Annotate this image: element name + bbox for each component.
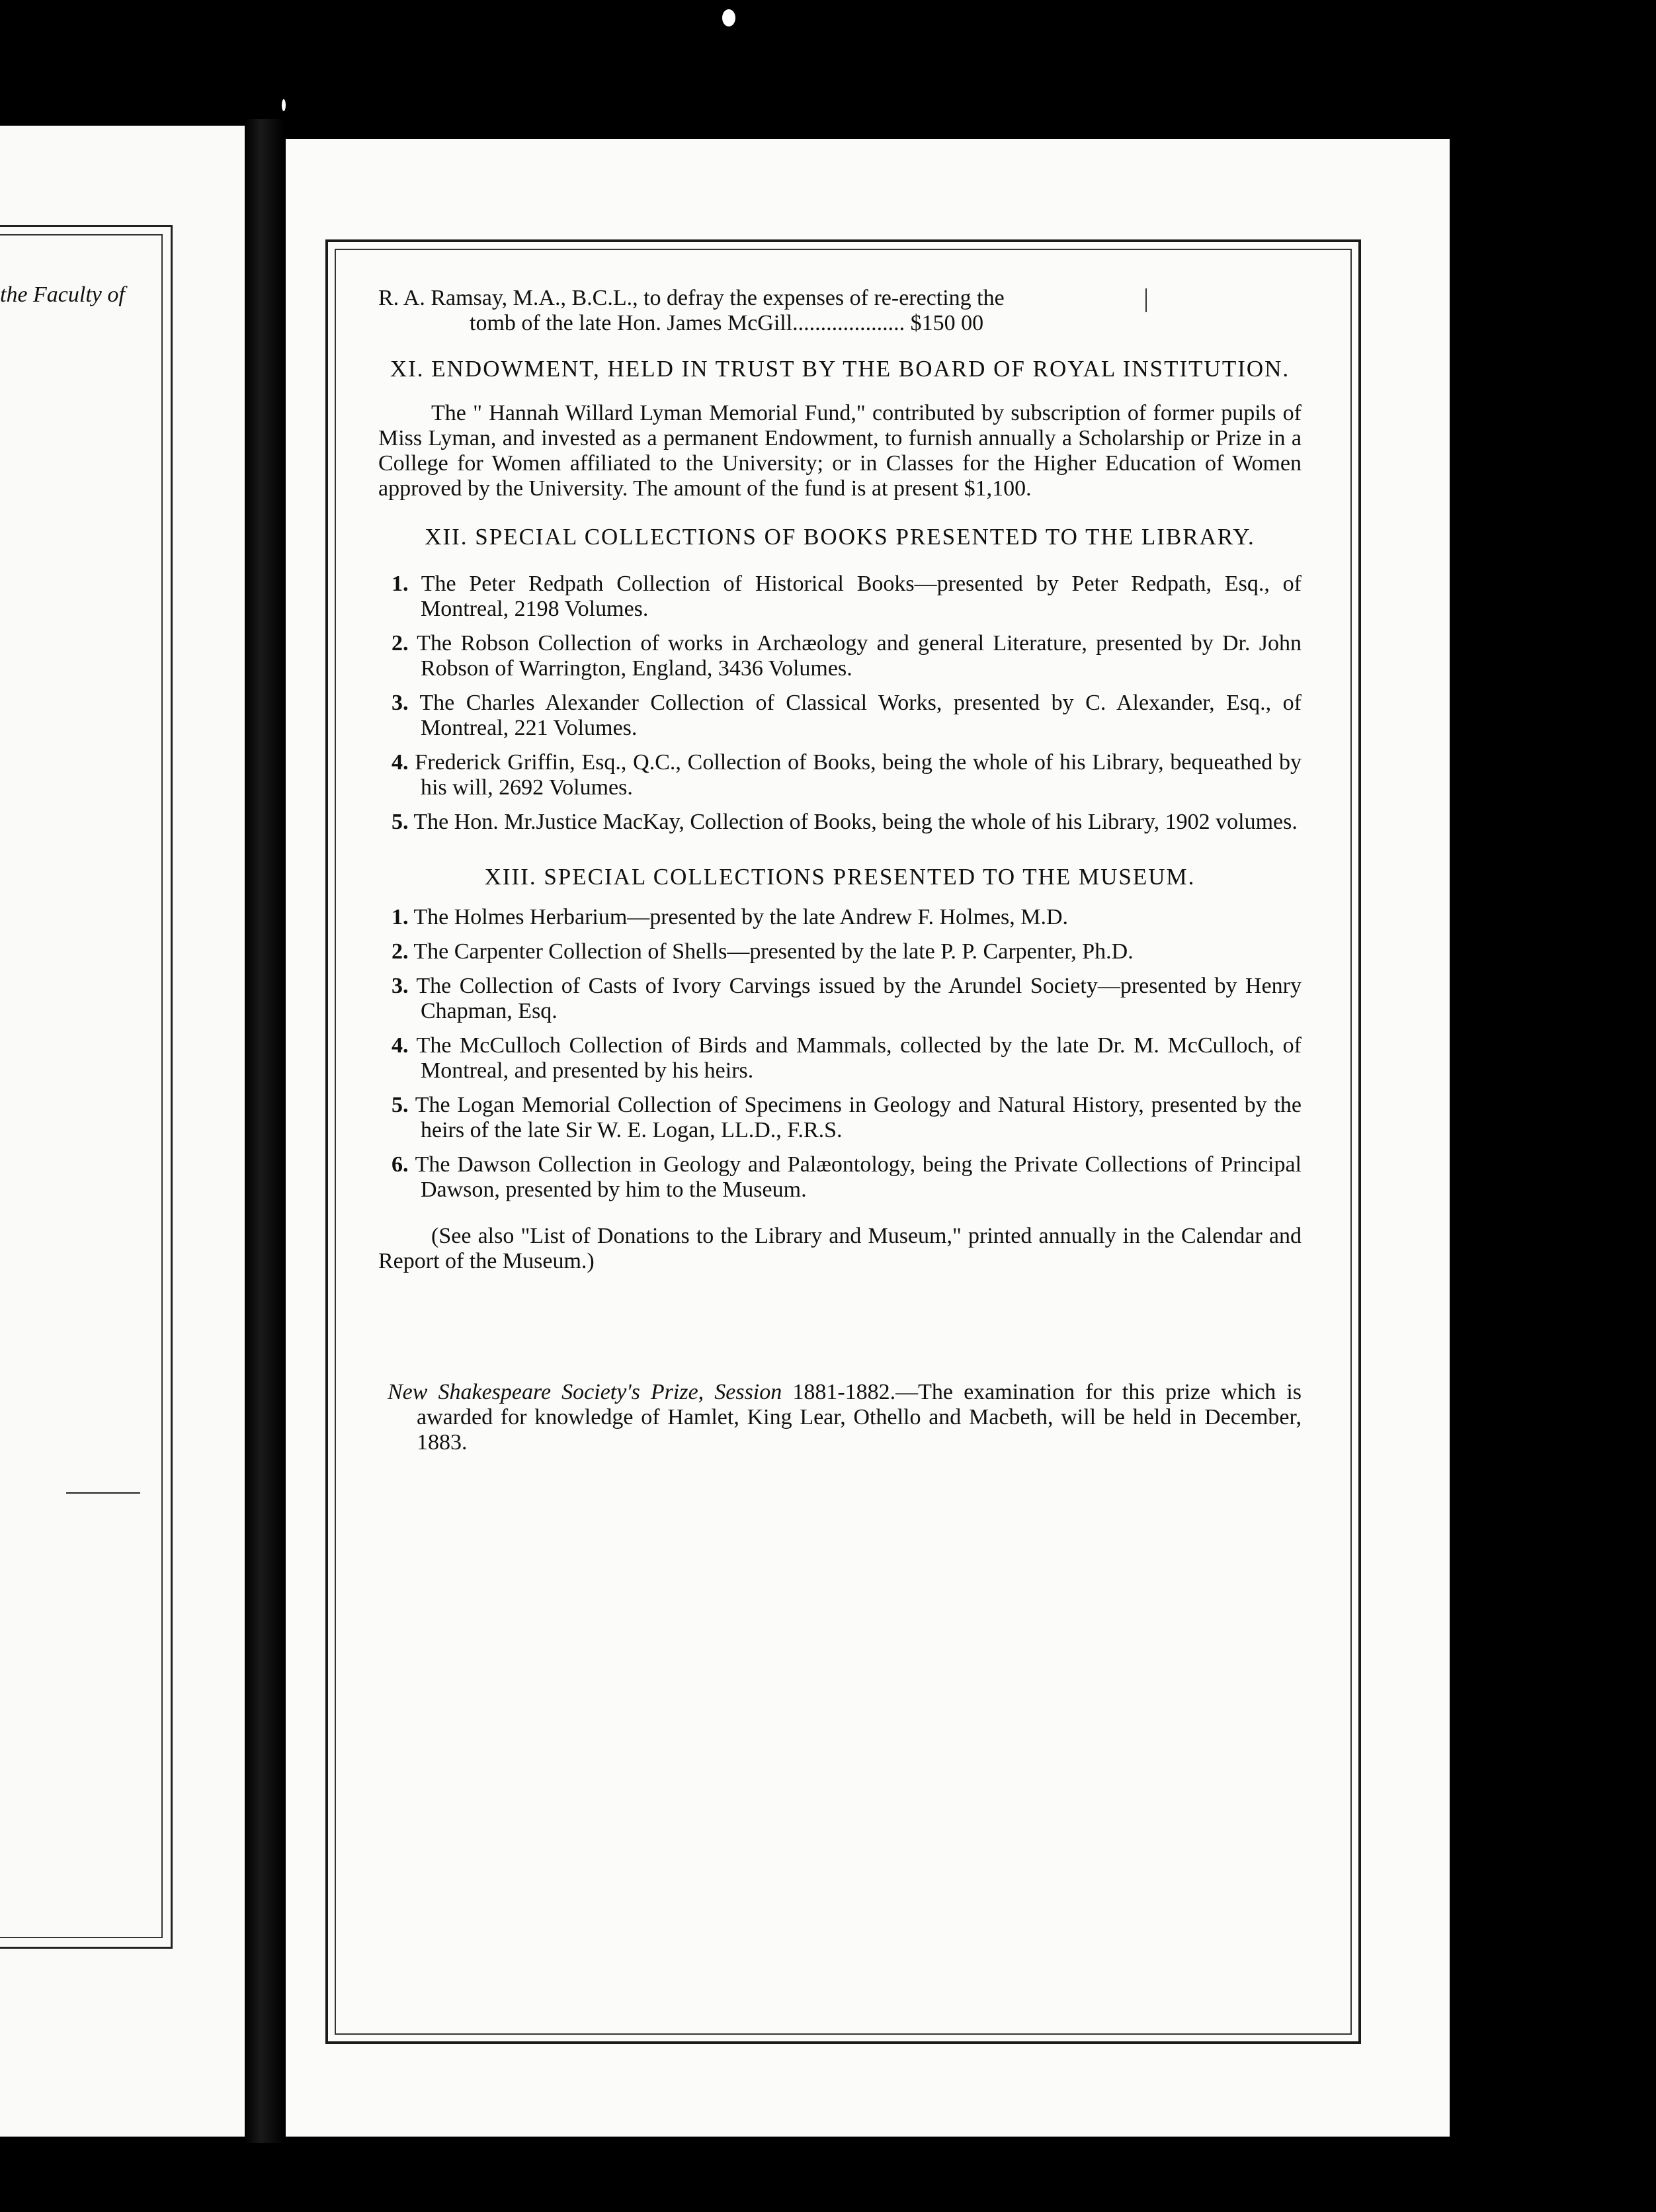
heading-xiii: XIII. SPECIAL COLLECTIONS PRESENTED TO THE MUSEUM. <box>484 864 1196 890</box>
item-number: 2. <box>392 939 409 964</box>
item-number: 2. <box>392 631 409 656</box>
heading-xi: XI. ENDOWMENT, HELD IN TRUST BY THE BOARD OF ROYAL INSTITUTION. <box>390 356 1290 382</box>
item-text: The Peter Redpath Collection of Historical Books—presented by Peter Redpath, Esq., of Montreal, 2198 Volumes. <box>421 572 1302 621</box>
prize-text: 1881-1882.—The examination for this prize which is awarded for knowledge of Hamlet, King Lear, Othello and Macbeth, will be held in December, 1883. <box>417 1380 1302 1455</box>
list-item <box>378 1033 1302 1084</box>
item-text: The McCulloch Collection of Birds and Mammals, collected by the late Dr. M. McCulloch, of Montreal, and presented by his heirs. <box>416 1033 1302 1083</box>
paragraph-xi: The " Hannah Willard Lyman Memorial Fund," contributed by subscription of former pupils of Miss Lyman, and invested as a permanent Endowment, to furnish annually a Scholarship or Prize in a College for Women affiliated to the University; or in Classes for the Higher Education of Women approved by the University. The amount of the fund is at present $1,100. <box>378 401 1302 501</box>
item-number: 1. <box>392 905 409 929</box>
left-total-rule <box>66 1492 140 1494</box>
see-also-note: (See also "List of Donations to the Library and Museum," printed annually in the Calendar and Report of the Museum.) <box>378 1224 1302 1273</box>
item-text: Frederick Griffin, Esq., Q.C., Collection of Books, being the whole of his Library, bequeathed by his will, 2692 Volumes. <box>415 750 1302 800</box>
item-number: 4. <box>392 1033 409 1058</box>
item-number: 5. <box>392 810 409 834</box>
item-text: The Logan Memorial Collection of Specimens in Geology and Natural History, presented by the heirs of the late Sir W. E. Logan, LL.D., F.R.S. <box>415 1093 1302 1142</box>
item-text: The Collection of Casts of Ivory Carvings issued by the Arundel Society—presented by Henry Chapman, Esq. <box>416 974 1302 1023</box>
item-number: 3. <box>392 974 409 998</box>
film-speck <box>722 9 735 26</box>
ramsay-line-2: tomb of the late Hon. James McGill.................... $150 00 <box>470 311 984 335</box>
item-text: The Hon. Mr.Justice MacKay, Collection of Books, being the whole of his Library, 1902 volumes. <box>413 810 1298 834</box>
list-item <box>378 905 1302 930</box>
list-item <box>378 691 1302 741</box>
heading-xii: XII. SPECIAL COLLECTIONS OF BOOKS PRESENTED TO THE LIBRARY. <box>425 524 1255 550</box>
film-speck <box>282 99 286 111</box>
item-number: 1. <box>392 572 409 596</box>
list-item <box>378 974 1302 1024</box>
item-number: 4. <box>392 750 409 775</box>
list-item <box>378 572 1302 622</box>
list-item <box>378 939 1302 964</box>
list-xiii <box>378 905 1302 1203</box>
list-item <box>378 1152 1302 1203</box>
list-xii <box>378 572 1302 835</box>
item-text: The Charles Alexander Collection of Classical Works, presented by C. Alexander, Esq., of Montreal, 221 Volumes. <box>419 691 1302 740</box>
item-number: 5. <box>392 1093 409 1117</box>
prize-notice <box>378 1380 1302 1455</box>
main-page <box>286 139 1450 2137</box>
item-text: The Dawson Collection in Geology and Palæontology, being the Private Collections of Principal Dawson, presented by him to the Museum. <box>415 1152 1302 1202</box>
ramsay-entry-2 <box>378 311 1302 336</box>
left-page-inner-frame <box>0 234 163 1938</box>
ramsay-entry <box>378 286 1302 311</box>
item-number: 6. <box>392 1152 409 1177</box>
item-text: The Holmes Herbarium—presented by the late Andrew F. Holmes, M.D. <box>413 905 1069 929</box>
item-text: The Carpenter Collection of Shells—presented by the late P. P. Carpenter, Ph.D. <box>413 939 1134 964</box>
list-item <box>378 631 1302 681</box>
item-number: 3. <box>392 691 409 715</box>
list-item <box>378 1093 1302 1143</box>
left-page-header: the Faculty of <box>0 282 125 307</box>
list-item <box>378 750 1302 800</box>
ramsay-line-1: R. A. Ramsay, M.A., B.C.L., to defray the expenses of re-erecting the <box>378 286 1005 310</box>
list-item <box>378 810 1302 835</box>
book-gutter <box>245 119 284 2143</box>
left-facing-page <box>0 126 245 2137</box>
page-content <box>378 286 1302 1455</box>
prize-title: New Shakespeare Society's Prize, Session <box>388 1380 782 1404</box>
item-text: The Robson Collection of works in Archæology and general Literature, presented by Dr. John Robson of Warrington, England, 3436 Volumes. <box>417 631 1302 681</box>
